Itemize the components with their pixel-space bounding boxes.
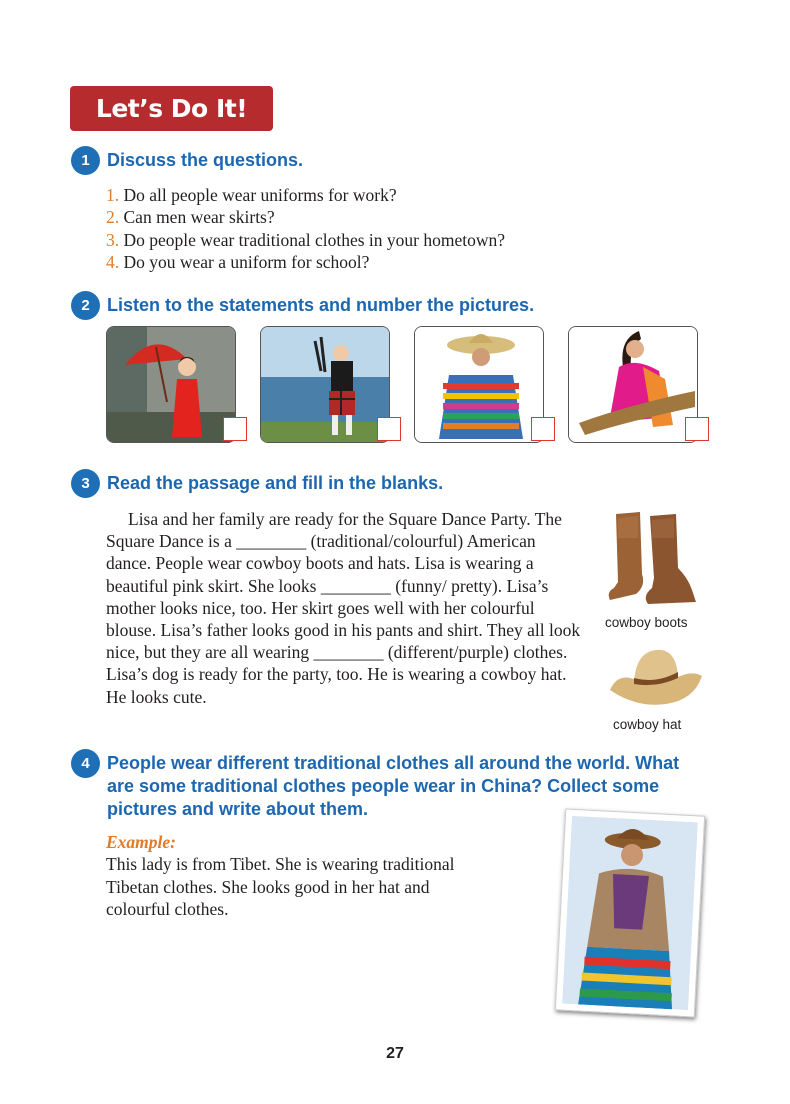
answer-box-4[interactable]	[685, 417, 709, 441]
tibetan-lady-photo	[555, 808, 705, 1017]
passage-text: Lisa and her family are ready for the Square Dance Party. The Square Dance is a ________ (traditional/colourful) American dance. People wear cowboy boots and hats. Lisa is wearing a beautiful pink skirt. She looks ________ (funny/ pretty). Lisa’s mother looks nice, too. Her skirt goes well with her colourful blouse. Lisa’s father looks good in his pants and shirt. They all look nice, but they are all wearing ________ (different/purple) clothes. Lisa’s dog is ready for the party, too. He is wearing a cowboy hat. He looks cute.	[106, 509, 581, 707]
answer-box-3[interactable]	[531, 417, 555, 441]
question-item: 1. Do all people wear uniforms for work?	[106, 185, 397, 205]
section-2-number: 2	[71, 291, 100, 320]
cowboy-boots-image	[606, 508, 702, 608]
answer-box-1[interactable]	[223, 417, 247, 441]
section-3-heading: Read the passage and fill in the blanks.	[107, 473, 444, 493]
answer-box-2[interactable]	[377, 417, 401, 441]
section-4-number: 4	[71, 749, 100, 778]
question-list	[106, 184, 505, 274]
question-item: 4. Do you wear a uniform for school?	[106, 252, 370, 273]
section-1-heading: Discuss the questions.	[107, 150, 304, 170]
lets-do-it-banner: Let’s Do It!	[70, 86, 273, 131]
section-1-number: 1	[71, 146, 100, 175]
example-line: This lady is from Tibet. She is wearing traditional	[106, 854, 455, 875]
section-2-heading: Listen to the statements and number the pictures.	[107, 295, 535, 315]
question-item: 2. Can men wear skirts?	[106, 207, 275, 228]
example-line: colourful clothes.	[106, 899, 229, 920]
page-number: 27	[386, 1045, 404, 1062]
question-item: 3. Do people wear traditional clothes in your hometown?	[106, 229, 505, 250]
cowboy-boots-caption: cowboy boots	[605, 615, 688, 630]
example-label: Example:	[106, 832, 176, 852]
section-4-heading: People wear different traditional clothes all around the world. What are some traditional clothes people wear in China? Collect some pictures and write about them.	[107, 753, 680, 819]
poncho-photo	[414, 326, 544, 443]
bagpiper-photo	[260, 326, 390, 443]
cowboy-hat-image	[606, 642, 706, 710]
section-3-number: 3	[71, 469, 100, 498]
reading-passage	[106, 508, 584, 708]
qipao-photo	[106, 326, 236, 443]
example-line: Tibetan clothes. She looks good in her hat and	[106, 876, 430, 897]
cowboy-hat-caption: cowboy hat	[613, 717, 682, 732]
example-block	[106, 831, 506, 921]
sari-photo	[568, 326, 698, 443]
